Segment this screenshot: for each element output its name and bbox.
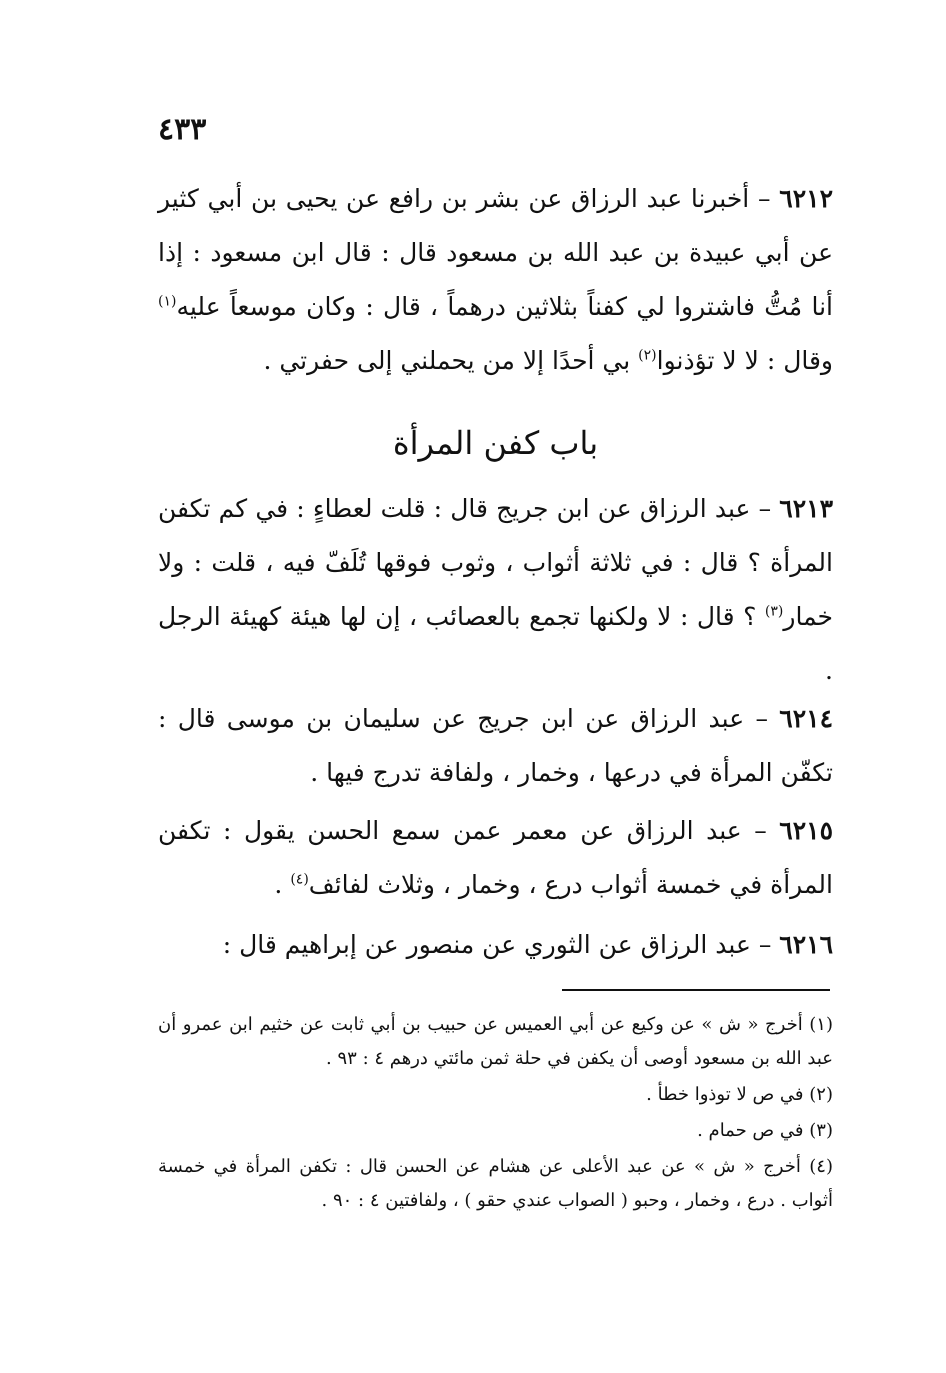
hadith-number: ٦٢١٤ [779,704,834,733]
hadith-text: وقال : لا لا تؤذنوا [656,346,833,375]
hadith-number: ٦٢١٦ [779,930,833,959]
dash: – [758,184,771,213]
footnote-item [158,1078,833,1112]
footnote-item [158,1114,833,1148]
hadith-6214 [158,692,833,800]
hadith-6216 [158,918,833,972]
dash: – [754,816,767,845]
hadith-text: ؟ قال : لا ولكنها تجمع بالعصائب ، إن لها هيئة كهيئة الرجل . [158,602,833,685]
hadith-number: ٦٢١٢ [779,184,833,213]
hadith-text: عبد الرزاق عن الثوري عن منصور عن إبراهيم قال : [222,930,751,959]
hadith-text: عبد الرزاق عن معمر عمن سمع الحسن يقول : تكفن المرأة في خمسة أثواب درع ، وخمار ، وثلاث لفائف [158,816,833,899]
footnote-divider [562,989,830,991]
hadith-text: بي أحدًا إلا من يحملني إلى حفرتي . [263,346,631,375]
footnote-text: في ص حمام . [697,1120,804,1141]
hadith-number: ٦٢١٥ [779,816,834,845]
footnote-number: (٤) [809,1156,833,1177]
footnote-text: أخرج « ش » عن عبد الأعلى عن هشام عن الحسن قال : تكفن المرأة في خمسة أثواب . درع ، وخمار ، وحبو ( الصواب عندي حقو ) ، ولفافتين ٤ : ٩٠ . [158,1156,833,1211]
footnote-text: أخرج « ش » عن وكيع عن أبي العميس عن حبيب بن أبي ثابت عن خثيم ابن عمرو أن عبد الله بن مسعود أوصى أن يكفن في حلة ثمن مائتي درهم ٤ : ٩٣ . [158,1014,833,1069]
footnote-number: (٢) [809,1084,833,1105]
hadith-number: ٦٢١٣ [779,494,834,523]
footnote-mark: (١) [158,293,177,310]
hadith-text: عبد الرزاق عن ابن جريج قال : قلت لعطاءٍ : في كم تكفن المرأة ؟ قال : في ثلاثة أثواب ، وثوب فوقها تُلَفّ فيه ، قلت : ولا خمار [158,494,833,631]
footnote-item [158,1150,833,1218]
hadith-6212 [158,172,833,388]
footnote-number: (١) [809,1014,833,1035]
hadith-text: أخبرنا عبد الرزاق عن بشر بن رافع عن يحيى بن أبي كثير عن أبي عبيدة بن عبد الله بن مسعود قال : قال ابن مسعود : إذا أنا مُتُّ فاشتروا لي كفناً بثلاثين درهماً ، قال : وكان موسعاً عليه [158,184,833,321]
hadith-6213 [158,482,833,698]
footnote-mark: (٣) [764,603,784,620]
footnote-mark: (٤) [290,871,309,888]
footnotes [158,1008,833,1220]
hadith-6215 [158,804,833,912]
footnote-item [158,1008,833,1076]
hadith-text: . [274,870,283,899]
chapter-heading: باب كفن المرأة [392,424,599,462]
hadith-text: عبد الرزاق عن ابن جريج عن سليمان بن موسى قال : تكفّن المرأة في درعها ، وخمار ، ولفافة تدرج فيها . [158,704,833,787]
dash: – [758,494,772,523]
footnote-mark: (٢) [638,347,657,364]
page-number: ٤٣٣ [158,112,207,147]
dash: – [755,704,768,733]
dash: – [758,930,772,959]
footnote-number: (٣) [809,1120,833,1141]
footnote-text: في ص لا توذوا خطأ . [646,1084,804,1105]
